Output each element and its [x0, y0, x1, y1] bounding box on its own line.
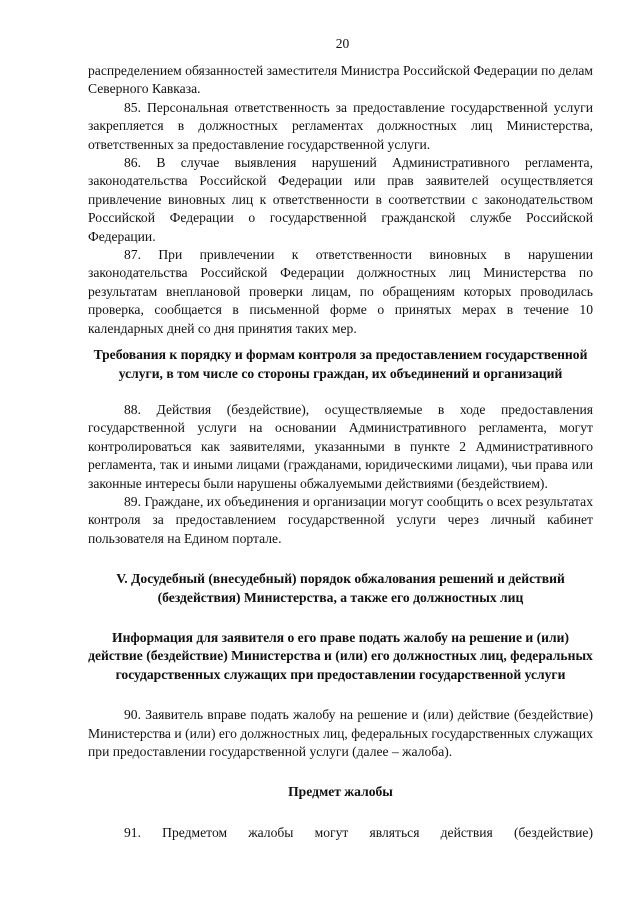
paragraph-87: 87. При привлечении к ответственности виновных в нарушении законодательства Российской Федерации должностных лиц Министерства по результатам внеплановой проверки лицам, по обращениям которых проводилась проверка, сообщается в письменной форме о принятых мерах в течение 10 календарных дней со дня принятия таких мер.: [88, 247, 593, 336]
paragraph-89: 89. Граждане, их объединения и организации могут сообщить о всех результатах контроля за предоставлением государственной услуги через личный кабинет пользователя на Едином портале.: [88, 493, 593, 546]
heading-control-requirements: Требования к порядку и формам контроля за предоставлением государственной услуги, в том числе со стороны граждан, их объединений и организаций: [93, 347, 588, 381]
heading-complaint-subject: Предмет жалобы: [288, 784, 393, 800]
heading-section-5: V. Досудебный (внесудебный) порядок обжалования решений и действий (бездействия) Министерства, а также его должностных лиц: [116, 571, 565, 605]
paragraph-90: 90. Заявитель вправе подать жалобу на решение и (или) действие (бездействие) Министерства и (или) его должностных лиц, федеральных государственных служащих при предоставлении государственной услуги (далее – жалоба).: [88, 707, 593, 759]
page-number: 20: [335, 36, 350, 51]
paragraph-continuation: распределением обязанностей заместителя Министра Российской Федерации по делам Северного Кавказа.: [88, 63, 593, 97]
paragraph-88: 88. Действия (бездействие), осуществляемые в ходе предоставления государственной услуги на основании Административного регламента, могут контролироваться как заявителями, указанными в пункте 2 Административного регламента, так и иными лицами (гражданами, юридическими лицами), чьи права или законные интересы были нарушены обжалуемыми действиями (бездействием).: [88, 401, 593, 491]
heading-complaint-information: Информация для заявителя о его праве подать жалобу на решение и (или) действие (бездействие) Министерства и (или) его должностных лиц, федеральных государственных служащих при предоставлении государственной услуги: [88, 629, 593, 682]
paragraph-91: 91. Предметом жалобы могут являться действия (бездействие): [124, 824, 593, 840]
paragraph-86: 86. В случае выявления нарушений Административного регламента, законодательства Российской Федерации или прав заявителей осуществляется привлечение виновных лиц к ответственности в соответствии с законодательством Российской Федерации о государственной гражданской службе Российской Федерации.: [88, 155, 593, 244]
paragraph-85: 85. Персональная ответственность за предоставление государственной услуги закрепляется в должностных регламентах должностных лиц Министерства, ответственных за предоставление государственной услуги.: [88, 99, 593, 152]
